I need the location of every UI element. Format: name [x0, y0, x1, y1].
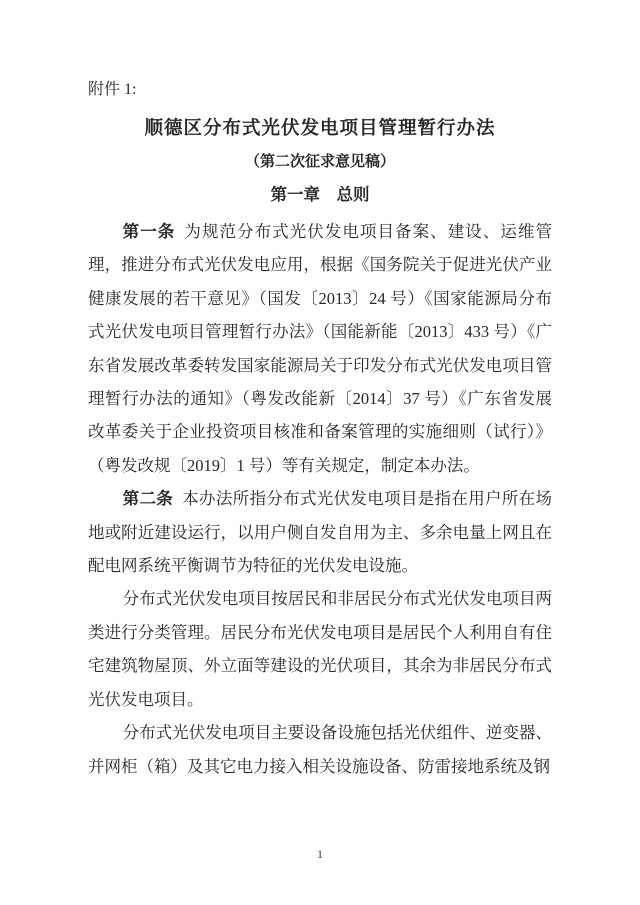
paragraph-equipment — [88, 716, 552, 783]
document-body — [88, 215, 552, 783]
paragraph-equipment-text: 分布式光伏发电项目主要设备设施包括光伏组件、逆变器、并网柜（箱）及其它电力接入相关设施设备、防雷接地系统及钢 — [88, 723, 552, 776]
article-2-label: 第二条 — [122, 489, 174, 509]
chapter-heading: 第一章 总则 — [270, 185, 370, 204]
paragraph-article-2 — [88, 482, 552, 582]
paragraph-classification-text: 分布式光伏发电项目按居民和非居民分布式光伏发电项目两类进行分类管理。居民分布光伏发电项目是居民个人利用自有住宅建筑物屋顶、外立面等建设的光伏项目，其余为非居民分布式光伏发电项目。 — [88, 589, 552, 709]
paragraph-article-1 — [88, 215, 552, 482]
article-2-text: 本办法所指分布式光伏发电项目是指在用户所在场地或附近建设运行，以用户侧自发自用为主、多余电量上网且在配电网系统平衡调节为特征的光伏发电设施。 — [88, 489, 553, 576]
paragraph-classification — [88, 582, 552, 716]
article-1-text: 为规范分布式光伏发电项目备案、建设、运维管理，推进分布式光伏发电应用，根据《国务院关于促进光伏产业健康发展的若干意见》（国发〔2013〕24 号）《国家能源局分布式光伏发电项目管理暂行办法》（国能新能〔2013〕433 号）《广东省发展改革委转发国家能源局关于印发分布式光伏发电项目管理暂行办法的通知》（粤发改能新〔2014〕37 号）《广东省发展改革委关于企业投资项目核准和备案管理的实施细则（试行）》（粤发改规〔2019〕1 号）等有关规定，制定本办法。 — [88, 222, 553, 475]
attachment-label: 附件 1: — [88, 81, 137, 98]
page-number: 1 — [317, 847, 323, 861]
document-subtitle: （第二次征求意见稿） — [244, 154, 395, 170]
document-title: 顺德区分布式光伏发电项目管理暂行办法 — [144, 119, 496, 139]
article-1-label: 第一条 — [122, 222, 176, 241]
